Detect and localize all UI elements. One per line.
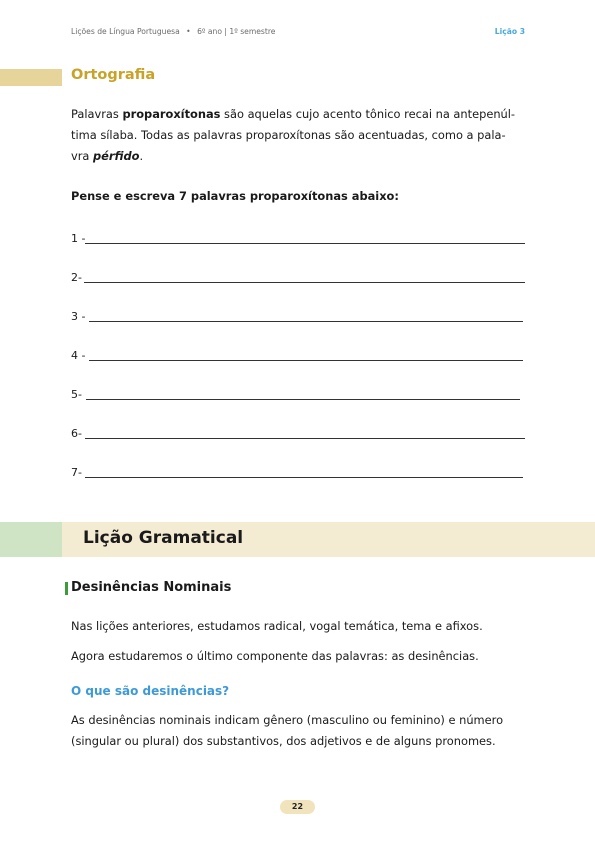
answer-number: 6- — [71, 427, 82, 440]
answer-rule — [85, 477, 523, 478]
grade-info: 6º ano | 1º semestre — [197, 27, 276, 36]
header-left — [71, 27, 275, 36]
answer-number: 7- — [71, 466, 82, 479]
book-title: Lições de Língua Portuguesa — [71, 27, 180, 36]
answer-rule — [89, 360, 523, 361]
text-span: Palavras — [71, 107, 123, 121]
ortografia-title: Ortografia — [71, 67, 156, 83]
answer-number: 4 - — [71, 349, 86, 362]
definicao-line-2: (singular ou plural) dos substantivos, dos adjetivos e de alguns pronomes. — [71, 734, 496, 748]
paragraph-licoes-anteriores: Nas lições anteriores, estudamos radical, vogal temática, tema e afixos. — [71, 619, 483, 633]
ortografia-line-1 — [71, 104, 529, 125]
answer-line-2[interactable] — [71, 269, 525, 285]
text-span: vra — [71, 149, 94, 163]
answer-line-6[interactable] — [71, 425, 525, 441]
header-separator: • — [186, 27, 191, 36]
page-number: 22 — [280, 800, 315, 814]
answer-rule — [84, 282, 525, 283]
answer-line-7[interactable] — [71, 464, 525, 480]
answer-number: 2- — [71, 271, 82, 284]
answer-rule — [86, 399, 520, 400]
licao-gramatical-title: Lição Gramatical — [83, 528, 244, 548]
text-span: . — [139, 149, 144, 163]
answer-rule — [85, 243, 525, 244]
ortografia-line-2: tima sílaba. Todas as palavras proparoxítonas são acentuadas, como a pala- — [71, 128, 506, 142]
answer-rule — [85, 438, 525, 439]
desinencias-title: Desinências Nominais — [71, 580, 232, 595]
answer-line-4[interactable] — [71, 347, 525, 363]
ortografia-line-3 — [71, 146, 529, 167]
subheading-o-que-sao: O que são desinências? — [71, 684, 230, 698]
keyword-proparoxitonas: proparoxítonas — [122, 107, 221, 121]
paragraph-definicao — [71, 710, 529, 752]
answer-rule — [89, 321, 523, 322]
answer-number: 5- — [71, 388, 82, 401]
page-header — [71, 27, 525, 39]
lesson-label: Lição 3 — [494, 27, 525, 36]
answer-line-5[interactable] — [71, 386, 525, 402]
example-word: pérfido — [93, 149, 140, 163]
text-span: são aquelas cujo acento tônico recai na antepenúl- — [220, 107, 516, 121]
ortografia-accent-bar — [0, 69, 62, 86]
answer-line-1[interactable] — [71, 230, 525, 246]
answer-number: 1 - — [71, 232, 86, 245]
ortografia-paragraph — [71, 104, 529, 167]
section-marker — [65, 582, 68, 595]
band-green-accent — [0, 522, 62, 557]
answer-number: 3 - — [71, 310, 86, 323]
paragraph-agora-estudaremos: Agora estudaremos o último componente das palavras: as desinências. — [71, 649, 479, 663]
definicao-line-1: As desinências nominais indicam gênero (masculino ou feminino) e número — [71, 713, 504, 727]
exercise-prompt: Pense e escreva 7 palavras proparoxítonas abaixo: — [71, 189, 399, 203]
answer-line-3[interactable] — [71, 308, 525, 324]
